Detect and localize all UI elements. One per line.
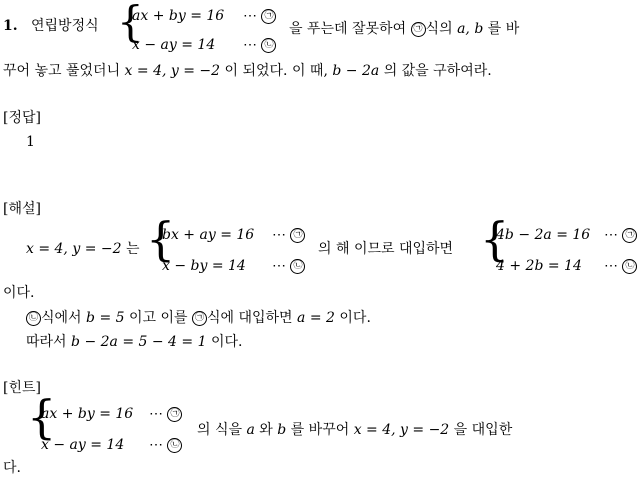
circle-mark-10: ㉡ xyxy=(167,438,182,453)
solution-sys1-tag1: ⋯ ㉠ xyxy=(272,227,305,243)
solution-sys2-eq2: 4 + 2b = 14 xyxy=(496,258,582,274)
hint-eq1: ax + by = 16 xyxy=(41,406,134,422)
solution-sys2-eq1: 4b − 2a = 16 xyxy=(496,227,591,243)
circle-mark-9: ㉠ xyxy=(167,407,182,422)
hint-brace: { xyxy=(27,390,57,444)
solution-sys1-eq1: bx + ay = 16 xyxy=(162,227,255,243)
hint-tag2: ⋯ ㉡ xyxy=(149,437,182,453)
hint-header: [힌트] xyxy=(3,380,41,396)
problem-tag2: ⋯ ㉡ xyxy=(243,37,276,53)
solution-condition: x = 4, y = −2 는 xyxy=(26,241,140,257)
problem-line1-rest: 을 푸는데 잘못하여 ㉠ 식의 a, b 를 바 xyxy=(289,21,520,37)
circle-mark-2: ㉡ xyxy=(261,38,276,53)
problem-eq2: x − ay = 14 xyxy=(132,37,216,53)
circle-mark-inline-1: ㉠ xyxy=(411,22,426,37)
circle-mark-1: ㉠ xyxy=(261,9,276,24)
answer-header: [정답] xyxy=(3,110,41,126)
circle-mark-5: ㉠ xyxy=(622,228,637,243)
solution-step2: ㉡ 식에서 b = 5 이고 이를 ㉠ 식에 대입하면 a = 2 이다. xyxy=(26,309,371,327)
solution-step3: 따라서 b − 2a = 5 − 4 = 1 이다. xyxy=(26,334,243,350)
solution-sys2-tag1: ⋯ ㉠ xyxy=(604,227,637,243)
circle-mark-7: ㉡ xyxy=(26,311,41,326)
problem-number: 1. xyxy=(3,18,18,34)
solution-brace-1: { xyxy=(146,212,176,266)
circle-mark-3: ㉠ xyxy=(290,228,305,243)
problem-intro: 연립방정식 xyxy=(31,18,99,34)
circle-mark-6: ㉡ xyxy=(622,259,637,274)
solution-brace-2: { xyxy=(480,212,510,266)
hint-tag1: ⋯ ㉠ xyxy=(149,406,182,422)
solution-sys1-tag2: ⋯ ㉡ xyxy=(272,258,305,274)
problem-eq1: ax + by = 16 xyxy=(132,8,225,24)
hint-end: 다. xyxy=(3,460,21,476)
hint-eq2: x − ay = 14 xyxy=(41,437,125,453)
problem-line2: 꾸어 놓고 풀었더니 x = 4, y = −2 이 되었다. 이 때, b − 2a 의 값을 구하여라. xyxy=(3,63,492,79)
problem-tag1: ⋯ ㉠ xyxy=(243,8,276,24)
circle-mark-4: ㉡ xyxy=(290,259,305,274)
hint-text: 의 식을 a 와 b 를 바꾸어 x = 4, y = −2 을 대입한 xyxy=(197,422,513,438)
circle-mark-8: ㉠ xyxy=(192,311,207,326)
solution-mid-text: 의 해 이므로 대입하면 xyxy=(318,241,454,257)
problem-brace: { xyxy=(117,0,144,46)
answer-value: 1 xyxy=(26,134,35,150)
solution-sys2-tag2: ⋯ ㉡ xyxy=(604,258,637,274)
solution-header: [해설] xyxy=(3,201,41,217)
solution-tail: 이다. xyxy=(3,285,35,301)
solution-sys1-eq2: x − by = 14 xyxy=(162,258,246,274)
